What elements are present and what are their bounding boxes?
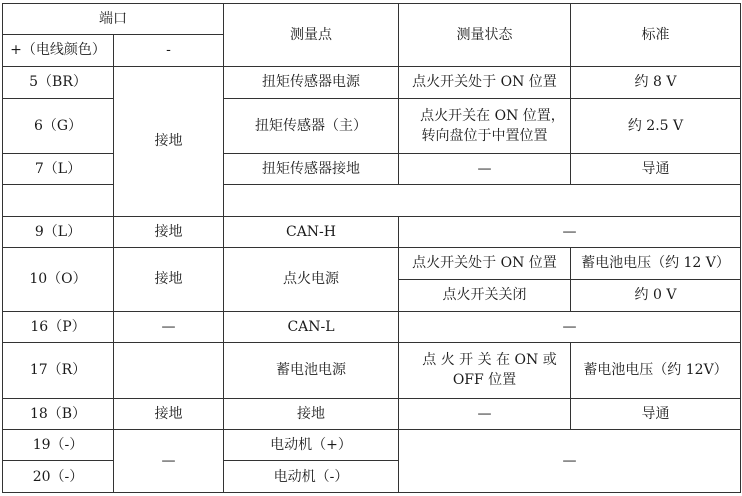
minus-cell <box>114 343 224 399</box>
point-cell: 接地 <box>224 398 399 429</box>
pin-cell: 10（O） <box>3 247 114 311</box>
point-cell: 蓄电池电源 <box>224 343 399 399</box>
state-cell: — <box>399 398 571 429</box>
pin-cell: 5（BR） <box>3 66 114 98</box>
state-line: 转向盘位于中置位置 <box>421 127 548 144</box>
blank-cell <box>224 185 741 216</box>
header-point: 测量点 <box>224 4 399 67</box>
state-line: OFF 位置 <box>452 372 517 389</box>
header-port: 端口 <box>3 4 224 35</box>
table-row <box>3 311 741 342</box>
standard-cell: 导通 <box>571 153 741 184</box>
table-row <box>3 343 741 399</box>
minus-cell: 接地 <box>114 216 224 247</box>
pin-cell: 20（-） <box>3 461 114 493</box>
table-row <box>3 247 741 279</box>
state-cell: 点火开关处于 ON 位置 <box>399 66 571 98</box>
standard-cell: 约 2.5 V <box>571 99 741 154</box>
merged-cell: — <box>399 216 741 247</box>
standard-cell: 约 0 V <box>571 280 741 311</box>
pin-cell: 18（B） <box>3 398 114 429</box>
point-cell: CAN-H <box>224 216 399 247</box>
point-cell: 电动机（+） <box>224 430 399 461</box>
header-standard: 标准 <box>571 4 741 67</box>
pin-cell: 9（L） <box>3 216 114 247</box>
point-cell: 电动机（-） <box>224 461 399 493</box>
spec-table <box>2 3 741 493</box>
merged-cell: — <box>399 311 741 342</box>
merged-cell: — <box>399 430 741 493</box>
state-cell: — <box>399 153 571 184</box>
minus-cell: — <box>114 430 224 493</box>
state-line: 点火开关在 ON 位置， <box>420 107 565 124</box>
header-row <box>3 4 741 35</box>
point-cell: 扭矩传感器电源 <box>224 66 399 98</box>
pin-cell: 17（R） <box>3 343 114 399</box>
blank-cell <box>3 185 114 216</box>
point-cell: CAN-L <box>224 311 399 342</box>
minus-cell: — <box>114 311 224 342</box>
header-plus: +（电线颜色） <box>3 35 114 66</box>
state-cell <box>399 343 571 399</box>
table-row <box>3 99 741 154</box>
minus-cell: 接地 <box>114 247 224 311</box>
table-row <box>3 153 741 184</box>
standard-cell: 蓄电池电压（约 12V） <box>571 343 741 399</box>
header-state: 测量状态 <box>399 4 571 67</box>
pin-cell: 7（L） <box>3 153 114 184</box>
standard-cell: 蓄电池电压（约 12 V） <box>571 247 741 279</box>
header-minus: - <box>114 35 224 66</box>
standard-cell: 导通 <box>571 398 741 429</box>
pin-cell: 16（P） <box>3 311 114 342</box>
minus-cell: 接地 <box>114 398 224 429</box>
state-line: 点 火 开 关 在 ON 或 <box>422 352 557 369</box>
state-cell <box>399 99 571 154</box>
table-row <box>3 430 741 461</box>
pin-cell: 6（G） <box>3 99 114 154</box>
minus-cell: 接地 <box>114 66 224 216</box>
table-row <box>3 66 741 98</box>
point-cell: 点火电源 <box>224 247 399 311</box>
blank-row <box>3 185 741 216</box>
state-cell: 点火开关关闭 <box>399 280 571 311</box>
state-cell: 点火开关处于 ON 位置 <box>399 247 571 279</box>
standard-cell: 约 8 V <box>571 66 741 98</box>
pin-cell: 19（-） <box>3 430 114 461</box>
table-row <box>3 216 741 247</box>
point-cell: 扭矩传感器接地 <box>224 153 399 184</box>
point-cell: 扭矩传感器（主） <box>224 99 399 154</box>
table-row <box>3 398 741 429</box>
